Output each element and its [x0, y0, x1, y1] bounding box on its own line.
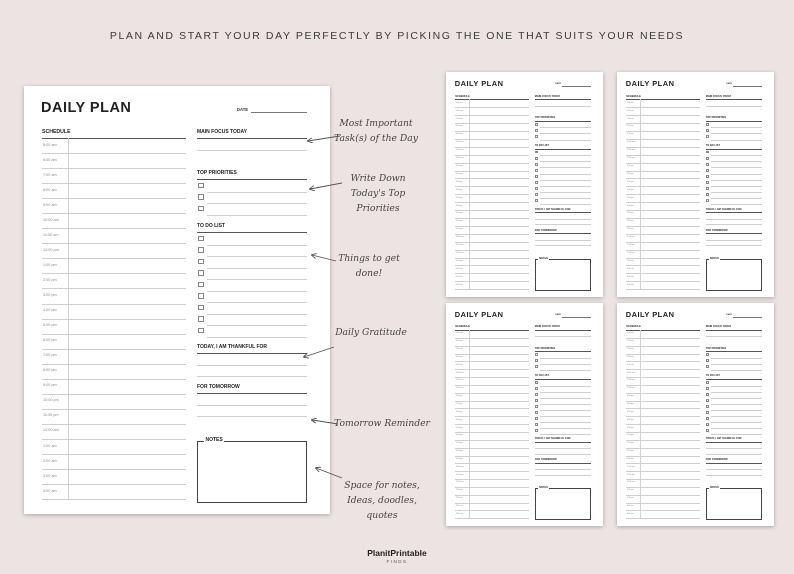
brand-name: PlanitPrintable: [367, 548, 427, 558]
schedule-time: 6:00 am: [43, 157, 57, 162]
schedule-label: SCHEDULE: [626, 325, 641, 329]
schedule-time: 10:00 am: [626, 371, 635, 374]
top-priorities-label: TOP PRIORITIES: [705, 346, 727, 350]
schedule-time: 3:00 pm: [626, 410, 634, 413]
schedule-time: 2:00 pm: [626, 403, 634, 405]
schedule-time: 5:00 pm: [43, 323, 57, 328]
schedule-time: 5:00 pm: [455, 196, 463, 199]
planner-title: DAILY PLAN: [454, 310, 504, 320]
date-label: DATE: [555, 313, 561, 316]
schedule-time: 8:00 pm: [626, 450, 634, 453]
schedule-time: 5:00 am: [626, 101, 634, 104]
annotation-line: Task(s) of the Day: [334, 133, 418, 144]
schedule-time: 9:00 pm: [43, 383, 57, 388]
schedule-time: 10:00 am: [43, 217, 59, 222]
schedule-time: 2:00 pm: [626, 172, 634, 175]
schedule-time: 10:00 pm: [43, 398, 59, 403]
schedule-time: 2:00 am: [626, 497, 634, 500]
schedule-time: 3:00 pm: [43, 293, 57, 297]
schedule-time: 5:00 pm: [455, 426, 463, 429]
annotation-line: Daily Gratitude: [335, 327, 407, 338]
schedule-time: 10:00 pm: [626, 465, 635, 468]
schedule-time: 7:00 pm: [455, 212, 463, 215]
schedule-time: 2:00 pm: [43, 277, 57, 282]
tomorrow-label: FOR TOMORROW: [705, 458, 728, 462]
schedule-time: 8:00 pm: [455, 220, 463, 223]
schedule-time: 5:00 pm: [626, 196, 634, 199]
schedule-time: 5:00 am: [455, 101, 463, 104]
thankful-label: TODAY, I AM THANKFUL FOR: [705, 207, 742, 211]
planner-title: DAILY PLAN: [625, 79, 675, 89]
notes-label: NOTES: [710, 485, 719, 489]
schedule-time: 12:00 am: [455, 481, 464, 484]
schedule-time: 11:00 pm: [43, 413, 59, 418]
thankful-label: TODAY, I AM THANKFUL FOR: [534, 207, 571, 211]
schedule-label: SCHEDULE: [626, 94, 641, 98]
schedule-time: 3:00 pm: [455, 410, 463, 413]
schedule-time: 8:00 am: [455, 355, 463, 358]
schedule-time: 1:00 pm: [626, 395, 634, 398]
todo-label: TO DO LIST: [534, 144, 549, 148]
schedule-time: 4:00 am: [455, 283, 463, 286]
schedule-time: 3:00 pm: [626, 180, 634, 183]
schedule-time: 6:00 am: [455, 340, 463, 343]
schedule-time: 1:00 pm: [455, 164, 463, 167]
schedule-time: 6:00 pm: [626, 434, 634, 437]
schedule-time: 11:00 pm: [455, 244, 464, 247]
schedule-time: 4:00 pm: [626, 188, 634, 191]
schedule-time: 6:00 pm: [455, 204, 463, 207]
schedule-time: 7:00 pm: [43, 353, 57, 358]
schedule-time: 10:00 pm: [455, 236, 464, 239]
tomorrow-label: FOR TOMORROW: [534, 228, 557, 232]
schedule-time: 6:00 am: [455, 109, 463, 112]
todo-label: TO DO LIST: [197, 223, 225, 229]
main-focus-label: MAIN FOCUS TODAY: [705, 94, 732, 98]
schedule-time: 11:00 am: [455, 149, 464, 152]
schedule-time: 10:00 am: [455, 371, 464, 374]
date-label: DATE: [237, 107, 249, 112]
schedule-time: 8:00 am: [626, 125, 634, 128]
annotation-line: Space for notes,: [344, 480, 420, 491]
date-label: DATE: [726, 313, 732, 316]
schedule-time: 1:00 pm: [43, 262, 57, 267]
date-label: DATE: [555, 83, 561, 86]
schedule-time: 8:00 am: [43, 187, 57, 192]
schedule-time: 2:00 pm: [455, 403, 463, 405]
tomorrow-label: FOR TOMORROW: [705, 228, 728, 232]
schedule-time: 8:00 pm: [455, 450, 463, 453]
schedule-time: 6:00 pm: [43, 338, 57, 343]
schedule-time: 11:00 pm: [626, 473, 635, 476]
annotation-line: Things to get: [338, 253, 400, 264]
schedule-time: 12:00 pm: [455, 157, 464, 160]
schedule-time: 1:00 am: [626, 489, 634, 492]
schedule-time: 2:00 am: [455, 497, 463, 500]
top-priorities-label: TOP PRIORITIES: [197, 170, 237, 176]
schedule-time: 8:00 pm: [43, 368, 57, 373]
tomorrow-label: FOR TOMORROW: [534, 458, 557, 462]
main-focus-label: MAIN FOCUS TODAY: [197, 129, 248, 135]
schedule-time: 3:00 am: [626, 275, 634, 278]
schedule-time: 6:00 am: [626, 109, 634, 112]
schedule-time: 4:00 am: [455, 512, 463, 515]
schedule-time: 11:00 am: [455, 379, 464, 382]
schedule-time: 9:00 am: [626, 363, 634, 366]
arrow-gratitude: [304, 347, 334, 357]
schedule-time: 12:00 pm: [455, 387, 464, 390]
schedule-time: 11:00 pm: [626, 244, 635, 247]
schedule-time: 4:00 pm: [455, 188, 463, 191]
schedule-time: 7:00 am: [626, 117, 634, 120]
annotation-line: Tomorrow Reminder: [334, 418, 430, 429]
schedule-time: 8:00 pm: [626, 220, 634, 223]
schedule-time: 12:00 pm: [43, 247, 59, 252]
schedule-time: 8:00 am: [626, 355, 634, 358]
schedule-time: 7:00 am: [626, 348, 634, 351]
schedule-time: 9:00 am: [455, 363, 463, 366]
schedule-time: 7:00 am: [43, 172, 57, 177]
schedule-time: 11:00 am: [626, 149, 635, 152]
schedule-time: 1:00 am: [455, 489, 463, 492]
schedule-time: 4:00 pm: [626, 418, 634, 421]
schedule-time: 7:00 am: [455, 117, 463, 120]
main-focus-label: MAIN FOCUS TODAY: [534, 325, 561, 329]
schedule-time: 6:00 pm: [626, 204, 634, 207]
annotation-line: done!: [355, 268, 383, 279]
thankful-label: TODAY, I AM THANKFUL FOR: [534, 437, 571, 441]
schedule-time: 11:00 am: [43, 232, 59, 237]
arrow-todo: [312, 255, 336, 261]
arrow-priorities: [310, 183, 342, 189]
schedule-time: 1:00 pm: [626, 164, 634, 167]
headline: PLAN AND START YOUR DAY PERFECTLY BY PICKING THE ONE THAT SUITS YOUR NEEDS: [109, 30, 685, 42]
arrow-tomorrow: [312, 420, 338, 424]
date-label: DATE: [726, 83, 732, 86]
schedule-time: 5:00 am: [626, 332, 634, 335]
schedule-time: 12:00 pm: [626, 387, 635, 390]
notes-label: NOTES: [539, 485, 548, 489]
schedule-time: 5:00 am: [455, 332, 463, 335]
schedule-time: 3:00 pm: [455, 180, 463, 183]
schedule-time: 4:00 am: [626, 512, 634, 515]
annotation-line: Today's Top Priorities: [350, 188, 406, 214]
notes-label: NOTES: [710, 256, 719, 260]
schedule-time: 12:00 am: [455, 252, 464, 255]
thankful-label: TODAY, I AM THANKFUL FOR: [197, 344, 268, 350]
schedule-time: 11:00 am: [626, 379, 635, 382]
todo-label: TO DO LIST: [534, 374, 549, 378]
tomorrow-label: FOR TOMORROW: [197, 384, 240, 390]
schedule-time: 4:00 pm: [455, 418, 463, 421]
arrow-notes: [316, 468, 342, 478]
schedule-time: 7:00 pm: [455, 442, 463, 445]
schedule-time: 1:00 am: [626, 259, 634, 262]
brand-logo: [0, 548, 794, 564]
schedule-time: 6:00 am: [626, 340, 634, 343]
notes-label: NOTES: [539, 256, 548, 260]
schedule-time: 9:00 am: [43, 202, 57, 207]
schedule-time: 3:00 am: [626, 504, 634, 507]
schedule-time: 4:00 am: [43, 488, 57, 493]
main-focus-label: MAIN FOCUS TODAY: [705, 325, 732, 329]
schedule-time: 3:00 am: [455, 504, 463, 507]
arrow-main-focus: [308, 136, 340, 141]
schedule-time: 2:00 am: [43, 458, 57, 463]
planner-title: DAILY PLAN: [454, 79, 504, 89]
schedule-time: 6:00 pm: [455, 434, 463, 437]
annotation-line: Most Important: [339, 118, 413, 129]
schedule-time: 10:00 pm: [455, 465, 464, 468]
schedule-time: 9:00 pm: [455, 228, 463, 231]
planner-title: DAILY PLAN: [625, 310, 675, 320]
top-priorities-label: TOP PRIORITIES: [534, 116, 556, 120]
schedule-label: SCHEDULE: [455, 325, 470, 329]
schedule-time: 12:00 pm: [626, 157, 635, 160]
schedule-time: 8:00 am: [455, 125, 463, 128]
schedule-time: 7:00 pm: [626, 212, 634, 215]
schedule-time: 11:00 pm: [455, 473, 464, 476]
schedule-time: 10:00 am: [455, 141, 464, 144]
notes-label: NOTES: [205, 437, 223, 443]
schedule-time: 12:00 am: [43, 428, 59, 433]
schedule-time: 12:00 am: [626, 481, 635, 484]
schedule-time: 1:00 pm: [455, 395, 463, 398]
schedule-time: 9:00 am: [626, 133, 634, 136]
thankful-label: TODAY, I AM THANKFUL FOR: [705, 437, 742, 441]
schedule-time: 9:00 pm: [626, 457, 634, 460]
todo-label: TO DO LIST: [705, 374, 720, 378]
schedule-label: SCHEDULE: [455, 94, 470, 98]
schedule-label: SCHEDULE: [42, 129, 71, 135]
schedule-time: 5:00 pm: [626, 426, 634, 429]
schedule-time: 12:00 am: [626, 252, 635, 255]
top-priorities-label: TOP PRIORITIES: [705, 116, 727, 120]
planner-title: DAILY PLAN: [41, 100, 132, 116]
schedule-time: 9:00 pm: [626, 228, 634, 231]
schedule-time: 2:00 pm: [455, 172, 463, 175]
schedule-time: 9:00 pm: [455, 457, 463, 460]
main-focus-label: MAIN FOCUS TODAY: [534, 94, 561, 98]
schedule-time: 1:00 am: [43, 443, 57, 448]
schedule-time: 4:00 am: [626, 283, 634, 286]
schedule-time: 2:00 am: [455, 267, 463, 270]
schedule-time: 2:00 am: [626, 267, 634, 270]
schedule-time: 9:00 am: [455, 133, 463, 136]
schedule-time: 10:00 am: [626, 141, 635, 144]
schedule-time: 3:00 am: [43, 473, 57, 478]
annotation-line: Ideas, doodles, quotes: [347, 495, 417, 521]
brand-sub: FINDS: [386, 559, 408, 564]
schedule-time: 5:00 am: [43, 142, 57, 147]
top-priorities-label: TOP PRIORITIES: [534, 346, 556, 350]
annotation-line: Write Down: [350, 173, 406, 184]
todo-label: TO DO LIST: [705, 144, 720, 148]
schedule-time: 3:00 am: [455, 275, 463, 278]
schedule-time: 4:00 pm: [43, 308, 57, 313]
schedule-time: 1:00 am: [455, 259, 463, 262]
schedule-time: 7:00 am: [455, 348, 463, 351]
schedule-time: 7:00 pm: [626, 442, 634, 445]
schedule-time: 10:00 pm: [626, 236, 635, 239]
